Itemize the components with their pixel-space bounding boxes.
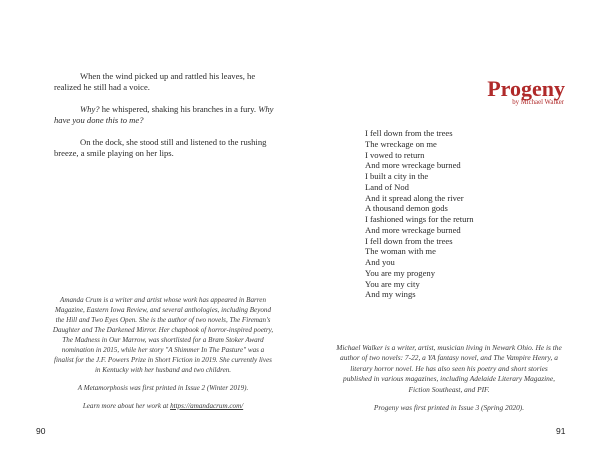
prose-paragraph-3	[54, 137, 276, 159]
prose-text: When the wind picked up and rattled his leaves, he realized he still had a voice.	[54, 71, 256, 92]
prose-paragraph-2	[54, 104, 276, 126]
poem-line: And more wreckage burned	[365, 224, 461, 235]
poem-line: And you	[365, 257, 395, 267]
poem-line: You are my city	[365, 278, 420, 289]
poem-line: And my wings	[365, 289, 416, 300]
prose-paragraph-1	[54, 71, 276, 93]
page-number: 91	[556, 426, 566, 436]
poem-line: Land of Nod	[365, 181, 409, 192]
prose-italic-why: Why?	[80, 104, 100, 114]
page-number: 90	[36, 426, 46, 436]
poem-line: I fashioned wings for the return	[365, 214, 474, 224]
prose-text: On the dock, she stood still and listened to the rushing breeze, a smile playing on her lips.	[54, 137, 267, 158]
learn-more	[52, 401, 274, 411]
poem-line: I fell down from the trees	[365, 235, 453, 246]
author-bio-amanda-crum	[52, 295, 274, 419]
prose-italic-question: Why have you done this to me?	[54, 104, 274, 125]
poem-line: I fell down from the trees	[365, 128, 453, 138]
first-printed-note: A Metamorphosis was first printed in Issue 2 (Winter 2019).	[77, 384, 249, 392]
poem-line: A thousand demon gods	[365, 203, 448, 214]
learn-more-prefix: Learn more about her work at	[82, 402, 171, 410]
poem-body	[365, 128, 565, 300]
poem-title: Progeny	[487, 76, 565, 101]
first-printed-note: Progeny was first printed in Issue 3 (Spring 2020).	[373, 403, 525, 413]
poem-line: You are my progeny	[365, 267, 436, 278]
poem-line: And it spread along the river	[365, 192, 464, 203]
author-website-link[interactable]: https://amandacrum.com/	[170, 402, 244, 410]
bio-text: Michael Walker is a writer, artist, musician living in Newark Ohio. He is the author of two novels: 7-22, a YA fantasy novel, and The Vampire Henry, a literary horror novel. He has also seen his poetry and short stories published in various magazines, including Adelaide Literary Magazine, Fiction Southeast, and PIF.	[336, 343, 562, 394]
prose-text: he whispered, shaking his branches in a fury.	[99, 104, 257, 114]
story-excerpt	[54, 71, 276, 170]
poem-line: The wreckage on me	[365, 138, 437, 149]
poem-line: I vowed to return	[365, 149, 425, 160]
poem-line: And more wreckage burned	[365, 160, 461, 171]
poem-line: The woman with me	[365, 246, 436, 257]
author-bio-michael-walker	[336, 343, 562, 421]
poem-line: I built a city in the	[365, 171, 429, 181]
bio-text: Amanda Crum is a writer and artist whose work has appeared in Barren Magazine, Eastern Iowa Review, and several anthologies, including Beyond the Hill and Two Eyes Open. She is the author of two novels, The Fireman's Daughter and The Darkened Mirror. Her chapbook of horror-inspired poetry, The Madness in Our Marrow, was shortlisted for a Bram Stoker Award nomination in 2015, while her story "A Shimmer In The Pasture" was a finalist for the J.F. Powers Prize in Short Fiction in 2019. She currently lives in Kentucky with her husband and two children.	[52, 296, 274, 374]
poem-byline: by Michael Walker	[512, 99, 564, 106]
